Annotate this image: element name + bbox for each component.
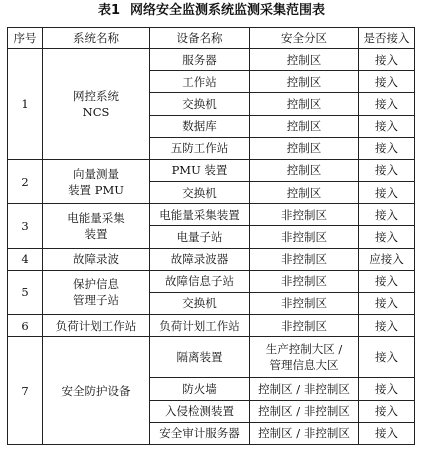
device-name: 数据库 [150, 115, 250, 137]
system-name: 故障录波 [43, 248, 150, 270]
table-caption [0, 2, 423, 20]
security-zone: 非控制区 [250, 270, 359, 292]
device-name: 安全审计服务器 [150, 422, 250, 444]
security-zone: 控制区 [250, 137, 359, 159]
access-status: 接入 [359, 137, 415, 159]
device-name: 电量子站 [150, 226, 250, 248]
access-status: 接入 [359, 378, 415, 400]
device-name: 服务器 [150, 49, 250, 71]
security-zone: 非控制区 [250, 204, 359, 226]
table-row [8, 159, 415, 181]
table-number: 表1 [97, 3, 121, 18]
table-row [8, 248, 415, 270]
security-zone: 控制区 / 非控制区 [250, 378, 359, 400]
zone-line-2: 管理信息大区 [269, 358, 339, 373]
security-zone: 控制区 [250, 182, 359, 204]
access-status: 应接入 [359, 248, 415, 270]
table-row [8, 337, 415, 378]
access-status: 接入 [359, 292, 415, 314]
header-access: 是否接入 [359, 28, 415, 49]
access-status: 接入 [359, 93, 415, 115]
device-name: 入侵检测装置 [150, 400, 250, 422]
table-row [8, 49, 415, 71]
system-name: 向量测量 装置 PMU [43, 159, 150, 203]
device-name: 故障信息子站 [150, 270, 250, 292]
header-device: 设备名称 [150, 28, 250, 49]
row-index: 4 [8, 248, 43, 270]
access-status: 接入 [359, 182, 415, 204]
system-name: 保护信息 管理子站 [43, 270, 150, 314]
access-status: 接入 [359, 400, 415, 422]
security-zone: 控制区 [250, 49, 359, 71]
table-title: 网络安全监测系统监测采集范围表 [130, 3, 326, 18]
security-zone: 非控制区 [250, 226, 359, 248]
access-status: 接入 [359, 159, 415, 181]
access-status: 接入 [359, 315, 415, 337]
row-index: 3 [8, 204, 43, 248]
system-name: 负荷计划工作站 [43, 315, 150, 337]
device-name: 交换机 [150, 93, 250, 115]
header-index: 序号 [8, 28, 43, 49]
device-name: PMU 装置 [150, 159, 250, 181]
device-name: 交换机 [150, 182, 250, 204]
row-index: 6 [8, 315, 43, 337]
row-index: 2 [8, 159, 43, 203]
row-index: 7 [8, 337, 43, 445]
table-row [8, 204, 415, 226]
device-name: 五防工作站 [150, 137, 250, 159]
access-status: 接入 [359, 226, 415, 248]
device-name: 隔离装置 [150, 337, 250, 378]
zone-line-1: 生产控制大区 / [265, 342, 343, 357]
access-status: 接入 [359, 49, 415, 71]
security-zone: 非控制区 [250, 315, 359, 337]
access-status: 接入 [359, 337, 415, 378]
header-row [8, 28, 415, 49]
device-name: 防火墙 [150, 378, 250, 400]
device-name: 电能量采集装置 [150, 204, 250, 226]
table-row [8, 315, 415, 337]
device-name: 故障录波器 [150, 248, 250, 270]
security-zone [250, 337, 359, 378]
security-zone: 控制区 / 非控制区 [250, 422, 359, 444]
device-name: 工作站 [150, 71, 250, 93]
security-zone: 控制区 [250, 71, 359, 93]
access-status: 接入 [359, 115, 415, 137]
monitoring-scope-table [7, 27, 415, 445]
header-zone: 安全分区 [250, 28, 359, 49]
security-zone: 控制区 [250, 93, 359, 115]
row-index: 5 [8, 270, 43, 314]
security-zone: 控制区 [250, 159, 359, 181]
system-name: 网控系统 NCS [43, 49, 150, 160]
table-row [8, 270, 415, 292]
device-name: 负荷计划工作站 [150, 315, 250, 337]
security-zone: 非控制区 [250, 292, 359, 314]
system-name: 电能量采集 装置 [43, 204, 150, 248]
system-name: 安全防护设备 [43, 337, 150, 445]
access-status: 接入 [359, 71, 415, 93]
access-status: 接入 [359, 422, 415, 444]
header-system: 系统名称 [43, 28, 150, 49]
security-zone: 非控制区 [250, 248, 359, 270]
security-zone: 控制区 / 非控制区 [250, 400, 359, 422]
access-status: 接入 [359, 204, 415, 226]
row-index: 1 [8, 49, 43, 160]
security-zone: 控制区 [250, 115, 359, 137]
access-status: 接入 [359, 270, 415, 292]
device-name: 交换机 [150, 292, 250, 314]
